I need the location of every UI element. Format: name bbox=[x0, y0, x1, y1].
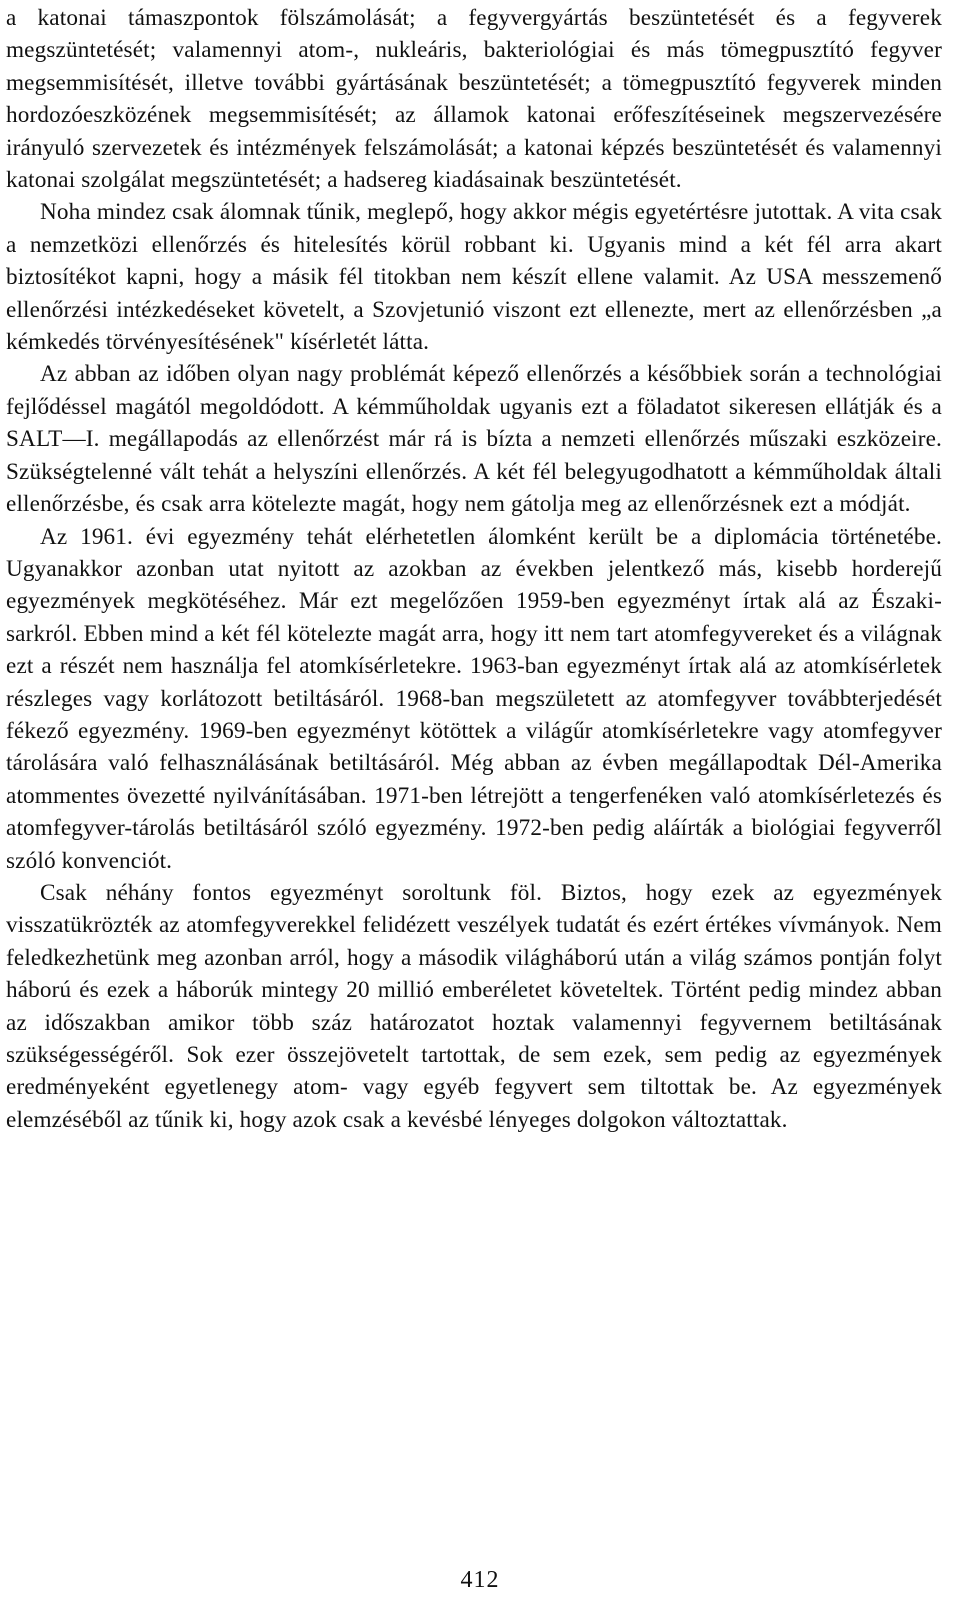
paragraph: Noha mindez csak álomnak tűnik, meglepő, hogy akkor mégis egyetértésre jutottak. A vita csak a nemzetközi ellenőrzés és hitelesítés körül robbant ki. Ugyanis mind a két fél arra akart biztosítékot kapni, hogy a másik fél titokban nem készít ellene valamit. Az USA messzemenő ellenőrzési intézkedéseket követelt, a Szovjetunió viszont ezt ellenezte, mert az ellenőrzésben „a kémkedés törvényesítésének" kísérletét látta. bbox=[6, 199, 942, 356]
paragraph: Az 1961. évi egyezmény tehát elérhetetlen álomként került be a diplomácia történetébe. Ugyanakkor azonban utat nyitott az azokban az években jelentkező más, kisebb horderejű egyezmények megkötéséhez. Már ezt megelőzően 1959-ben egyezményt írtak alá az Északi-sarkról. Ebben mind a két fél kötelezte magát arra, hogy itt nem tart atomfegyvereket és a világnak ezt a részét nem használja fel atomkísérletekre. 1963-ban egyezményt írtak alá az atomkísérletek részleges vagy korlátozott betiltásáról. 1968-ban megszületett az atomfegyver továbbterjedését fékező egyezmény. 1969-ben egyezményt kötöttek a világűr atomkísérletekre vagy atomfegyver tárolására való felhasználásának betiltásáról. Még abban az évben megállapodtak Dél-Amerika atommentes övezetté nyilvánításában. 1971-ben létrejött a tengerfenéken való atomkísérletezés és atomfegyver-tárolás betiltásáról szóló egyezmény. 1972-ben pedig aláírták a biológiai fegyverről szóló konvenciót. bbox=[6, 523, 942, 874]
paragraph: Az abban az időben olyan nagy problémát képező ellenőrzés a későbbiek során a technológiai fejlődéssel magától megoldódott. A kémműholdak ugyanis ezt a föladatot sikeresen ellátják és a SALT—I. megállapodás az ellenőrzést már rá is bízta a nemzeti ellenőrzés műszaki eszközeire. Szükségtelenné vált tehát a helyszíni ellenőrzés. A két fél belegyugodhatott a kémműholdak általi ellenőrzésbe, és csak arra kötelezte magát, hogy nem gátolja meg az ellenőrzésnek ezt a módját. bbox=[6, 361, 942, 518]
paragraph-continuation: a katonai támaszpontok fölszámolását; a fegyvergyártás beszüntetését és a fegyverek megszüntetését; valamennyi atom-, nukleáris, bakteriológiai és más tömegpusztító fegyver megsemmisítését, illetve további gyártásának beszüntetését; a tömegpusztító fegyverek minden hordozóeszközének megsemmisítését; az államok katonai erőfeszítéseinek megszervezésére irányuló szervezetek és intézmények felszámolását; a katonai képzés beszüntetését és valamennyi katonai szolgálat megszüntetését; a hadsereg kiadásainak beszüntetését. bbox=[6, 5, 942, 194]
paragraph: Csak néhány fontos egyezményt soroltunk föl. Biztos, hogy ezek az egyezmények visszatükrözték az atomfegyverekkel felidézett veszélyek tudatát és ezért értékes vívmányok. Nem feledkezhetünk meg azonban arról, hogy a második világháború után a világ számos pontján folyt háború és ezek a háborúk mintegy 20 millió emberéletet követeltek. Történt pedig mindez abban az időszakban amikor több száz határozatot hoztak valamennyi fegyvernem betiltásának szükségességéről. Sok ezer összejövetelt tartottak, de sem ezek, sem pedig az egyezmények eredményeként egyetlenegy atom- vagy egyéb fegyvert sem tiltottak be. Az egyezmények elemzéséből az tűnik ki, hogy azok csak a kevésbé lényeges dolgokon változtattak. bbox=[6, 879, 942, 1133]
page-number: 412 bbox=[460, 1567, 500, 1593]
document-page bbox=[6, 2, 942, 1136]
